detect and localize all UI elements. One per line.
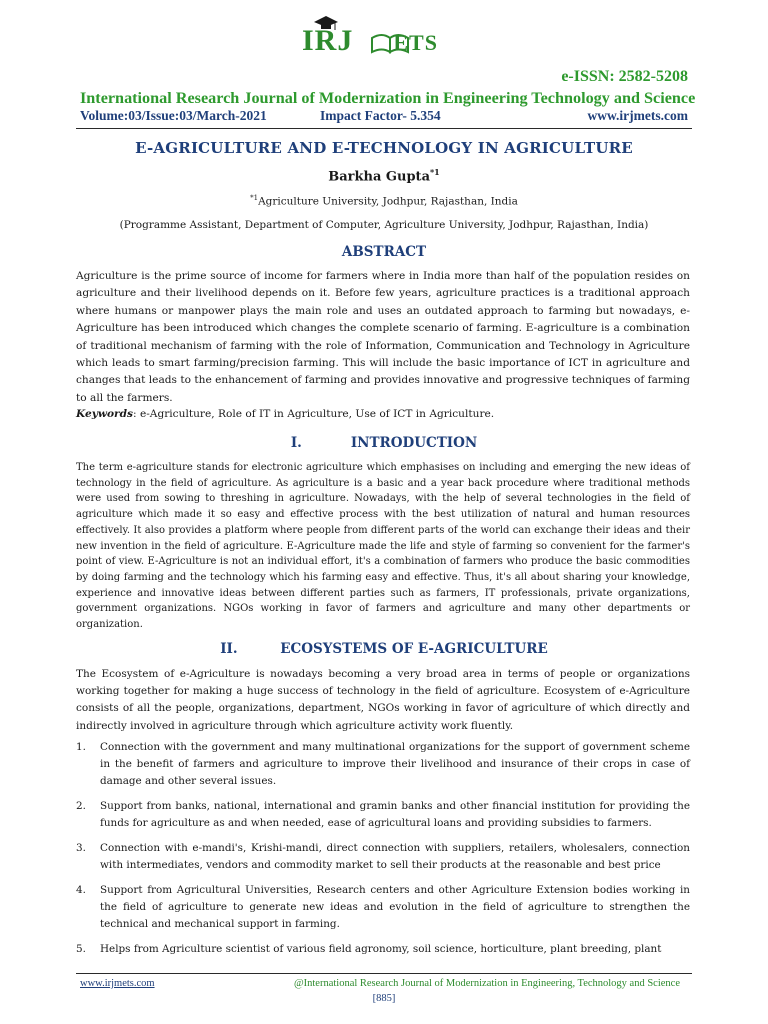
ecosystems-text: The Ecosystem of e-Agriculture is nowadays becoming a very broad area in terms of people or organizations working together for making a huge success of technology in the field of agriculture. Ecosystem of e-Agriculture consists of all the people, organizations, department, NGOs working in favor of agriculture of which directly and indirectly involved in agriculture through which agriculture activity work fluently. [76,668,690,732]
journal-name: International Research Journal of Modernization in Engineering Technology and Science [80,89,696,107]
journal-website[interactable]: www.irjmets.com [587,108,688,123]
list-item: 3. Connection with e-mandi's, Krishi-mandi, direct connection with suppliers, retailers, wholesalers, connection with intermediates, vendors and commodity market to sell their products at the reasonable and best price [76,842,690,871]
list-item: 5. Helps from Agriculture scientist of various field agronomy, soil science, horticulture, plant breeding, plant [76,943,662,956]
footer-rule [76,973,692,974]
affiliation-detail: (Programme Assistant, Department of Computer, Agriculture University, Jodhpur, Rajasthan, India) [119,219,649,231]
volume-issue: Volume:03/Issue:03/March-2021 [80,108,267,123]
abstract-text: Agriculture is the prime source of income for farmers where in India more than half of the population resides on agriculture and their livelihood depends on it. Before few years, agriculture practices is a traditional approach where humans or manpower plays the main role and uses an outdated approach to farming but nowadays, e-Agriculture has been introduced which changes the complete scenario of farming. E-agriculture is a combination of traditional mechanism of farming with the role of Information, Communication and Technology in Agriculture which leads to smart farming/precision farming. This will include the basic importance of ICT in agriculture and changes that leads to the enhancement of farming and provides innovative and progressive techniques of farming to all the farmers. [76,270,690,404]
abstract-heading: ABSTRACT [341,244,427,260]
footer-website-link[interactable]: www.irjmets.com [80,978,155,989]
ecosystem-list [76,739,690,967]
footer-copyright: @International Research Journal of Modernization in Engineering, Technology and Science [293,978,680,989]
section-heading-ecosystems: II. ECOSYSTEMS OF E-AGRICULTURE [220,641,548,657]
keywords: Keywords: e-Agriculture, Role of IT in Agriculture, Use of ICT in Agriculture. [76,408,495,420]
page-number: [885] [372,993,396,1004]
section-heading-introduction: I. INTRODUCTION [290,435,478,451]
paper-title: E-AGRICULTURE AND E-TECHNOLOGY IN AGRICULTURE [135,139,633,157]
list-item: 1. Connection with the government and many multinational organizations for the support of government scheme in the benefit of farmers and agriculture to improve their livelihood and insurance of their crops in case of damage and other several issues. [76,741,690,787]
issn: e-ISSN: 2582-5208 [561,68,688,85]
header-rule [76,128,692,129]
list-item: 4. Support from Agricultural Universities, Research centers and other Agriculture Extension bodies working in the field of agriculture to generate new ideas and evolution in the field of agriculture to strengthen the technical and mechanical support in farming. [76,884,690,930]
logo-wordmark: IRJ ETS [302,24,438,57]
affiliation: $^{*1}$Agriculture University, Jodhpur, Rajasthan, India [250,194,518,208]
journal-logo [302,12,462,62]
introduction-text: The term e-agriculture stands for electronic agriculture which emphasises on including and emerging the new ideas of technology in the field of agriculture. As agriculture is a basic and a year back procedure where traditional methods were used from sowing to threshing in agriculture. Nowadays, with the help of several technologies in the field of agriculture which made it so easy and effective process with the best utilization of natural and human resources effectively. It also provides a platform where people from different parts of the world can exchange their ideas and their new invention in the field of agriculture. E-Agriculture made the life and style of farming so convenient for the farmer's point of view. E-Agriculture is not an individual effort, it's a combination of farmers who produce the basic commodities by doing farming and the technology which his farming easy and effective. Thus, it's all about sharing your knowledge, experience and innovative ideas between different parties such as farmers, IT professionals, private organizations, government organizations. NGOs working in favor of farmers and agriculture and many other departments or organization. [76,462,690,631]
impact-factor: Impact Factor- 5.354 [320,108,441,123]
list-item: 2. Support from banks, national, international and gramin banks and other financial institution for providing the funds for agriculture as and when needed, ease of agricultural loans and providing subsidies to farmers. [76,799,690,829]
author-name: Barkha Gupta$^{*1}$ [328,167,440,185]
